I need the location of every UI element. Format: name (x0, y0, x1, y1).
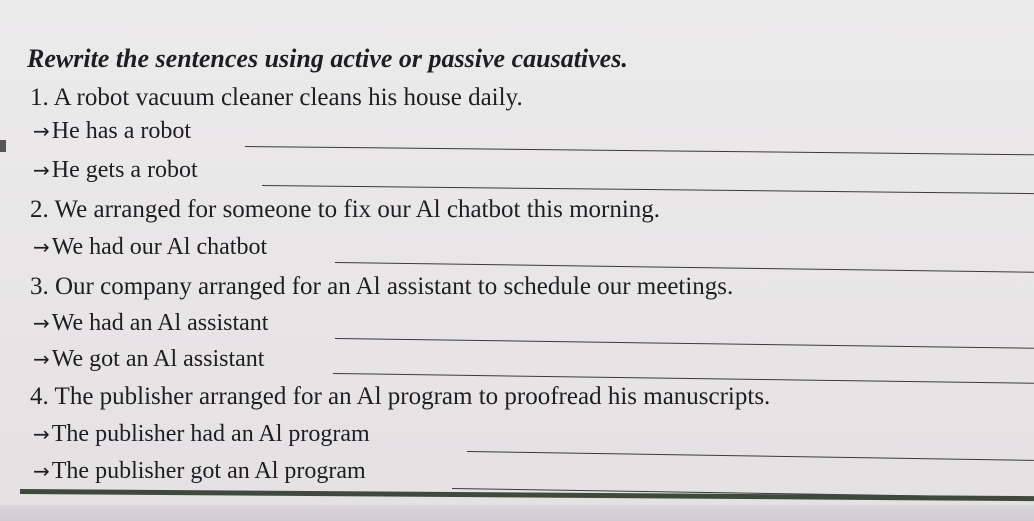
answer-line-4a (33, 421, 370, 448)
answer-prompt: The publisher had an Al program (51, 421, 370, 447)
answer-blank-1b[interactable] (262, 185, 1034, 194)
sentence-3: 3. Our company arranged for an Al assistant to schedule our meetings. (30, 273, 734, 300)
answer-prompt: The publisher got an Al program (51, 458, 366, 484)
answer-line-4b (33, 458, 366, 485)
page-bottom-rule (20, 489, 1034, 501)
page-bottom-margin (0, 505, 1034, 521)
arrow-icon: → (33, 347, 50, 371)
arrow-icon: → (33, 311, 50, 335)
arrow-icon: → (33, 235, 50, 259)
arrow-icon: → (33, 422, 50, 446)
answer-blank-1a[interactable] (245, 146, 1034, 155)
sentence-2: 2. We arranged for someone to fix our Al chatbot this morning. (30, 196, 661, 223)
answer-prompt: We had an Al assistant (51, 310, 269, 336)
instruction-heading: Rewrite the sentences using active or passive causatives. (27, 44, 628, 73)
sentence-1: 1. A robot vacuum cleaner cleans his house daily. (30, 84, 523, 111)
answer-prompt: He gets a robot (51, 157, 198, 183)
sentence-4: 4. The publisher arranged for an Al program to proofread his manuscripts. (30, 383, 771, 410)
answer-blank-2a[interactable] (335, 262, 1034, 273)
answer-line-3b (33, 346, 264, 373)
answer-prompt: We got an Al assistant (51, 346, 265, 372)
answer-blank-4a[interactable] (467, 451, 1034, 461)
answer-prompt: He has a robot (51, 118, 192, 144)
arrow-icon: → (33, 119, 50, 143)
answer-blank-3a[interactable] (335, 338, 1034, 349)
arrow-icon: → (33, 459, 50, 483)
answer-line-1b (33, 157, 198, 184)
arrow-icon: → (33, 158, 50, 182)
answer-line-1a (33, 118, 191, 145)
page-edge-mark (0, 140, 6, 152)
answer-line-2a (33, 234, 267, 261)
answer-prompt: We had our Al chatbot (51, 234, 268, 260)
answer-line-3a (33, 310, 268, 337)
